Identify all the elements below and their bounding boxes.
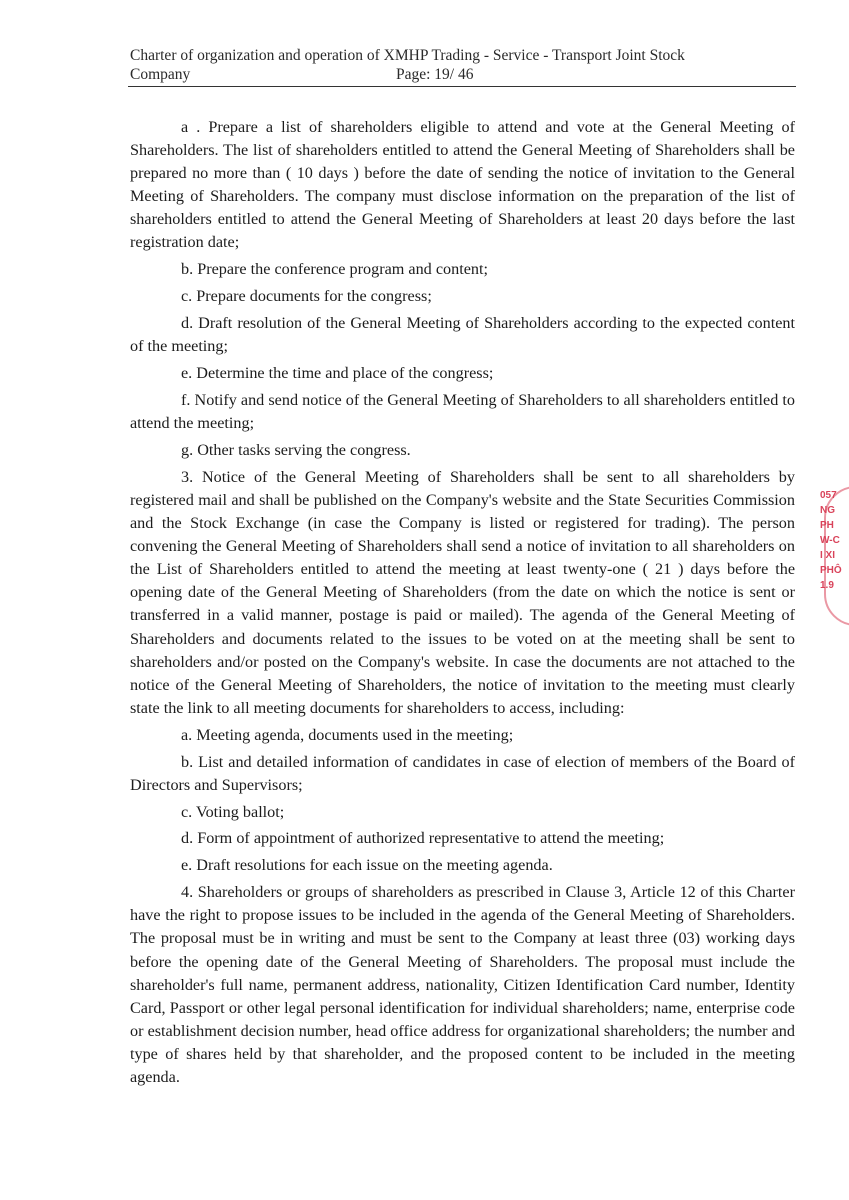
seal-text (820, 488, 842, 593)
paragraph-a-list-of-shareholders: a . Prepare a list of shareholders eligible to attend and vote at the General Meeting of Shareholders. The list of shareholders entitled to attend the General Meeting of Shareholders shall be prepared no more than ( 10 days ) before the date of sending the notice of invitation to the General Meeting of Shareholders. The company must disclose information on the preparation of the list of shareholders entitled to attend the General Meeting of Shareholders at least 20 days before the last registration date; (130, 118, 795, 252)
paragraph-f-notify: f. Notify and send notice of the General Meeting of Shareholders to all shareholders entitled to attend the meeting; (130, 391, 795, 433)
page-number: Page: 19/ 46 (396, 66, 474, 83)
paragraph-e-time-place: e. Determine the time and place of the congress; (181, 364, 494, 383)
seal-line: W-C (820, 535, 840, 546)
seal-line: PH (820, 520, 834, 531)
seal-line: 057 (820, 490, 837, 501)
list-item-e-draft-resolutions: e. Draft resolutions for each issue on the meeting agenda. (181, 856, 553, 875)
list-item-c-ballot: c. Voting ballot; (181, 802, 285, 821)
paragraph-3-notice: 3. Notice of the General Meeting of Shareholders shall be sent to all shareholders by registered mail and shall be published on the Company's website and the State Securities Commission and the Stock Exchange (in case the Company is listed or registered for trading). The person convening the General Meeting of Shareholders shall send a notice of invitation to all shareholders on the List of Shareholders entitled to attend the meeting at least twenty-one ( 21 ) days before the opening date of the General Meeting of Shareholders (from the date on which the notice is sent or transferred in a valid manner, postage is paid or mailed). The agenda of the General Meeting of Shareholders and documents related to the issues to be voted on at the meeting shall be sent to shareholders and/or posted on the Company's website. In case the documents are not attached to the notice of the General Meeting of Shareholders, the notice of invitation to the meeting must clearly state the link to all meeting documents for shareholders to access, including: (130, 467, 795, 717)
list-item-b-candidates: b. List and detailed information of candidates in case of election of members of the Board of Directors and Supervisors; (130, 752, 795, 794)
seal-line: PHÔ (820, 565, 842, 576)
paragraph-g-other-tasks: g. Other tasks serving the congress. (181, 441, 411, 459)
paragraph-4-proposals: 4. Shareholders or groups of shareholders as prescribed in Clause 3, Article 12 of this Charter have the right to propose issues to be included in the agenda of the General Meeting of Shareholders. The proposal must be in writing and must be sent to the Company at least three (03) working days before the opening date of the General Meeting of Shareholders. The proposal must include the shareholder's full name, permanent address, nationality, Citizen Identification Card number, Identity Card, Passport or other legal personal identification for individual shareholders; name, enterprise code or establishment decision number, head office address for organizational shareholders; the number and type of shares held by that shareholder, and the proposed content to be included in the meeting agenda. (130, 883, 795, 1087)
page-header (130, 46, 795, 84)
header-title-line2: Company (130, 66, 191, 83)
seal-line: 1.9 (820, 580, 834, 591)
header-divider (128, 86, 796, 87)
list-item-a-agenda: a. Meeting agenda, documents used in the meeting; (181, 725, 514, 744)
paragraph-b-program: b. Prepare the conference program and content; (181, 260, 488, 279)
list-item-d-appointment-form: d. Form of appointment of authorized representative to attend the meeting; (181, 829, 665, 848)
seal-line: NG (820, 505, 835, 516)
seal-line: I XI (820, 550, 836, 561)
header-title-line1: Charter of organization and operation of XMHP Trading - Service - Transport Joint Stock (130, 47, 685, 64)
paragraph-d-draft-resolution: d. Draft resolution of the General Meeting of Shareholders according to the expected content of the meeting; (130, 314, 795, 356)
document-body (130, 116, 795, 1093)
paragraph-c-documents: c. Prepare documents for the congress; (181, 287, 432, 306)
company-seal-stamp (818, 480, 849, 630)
